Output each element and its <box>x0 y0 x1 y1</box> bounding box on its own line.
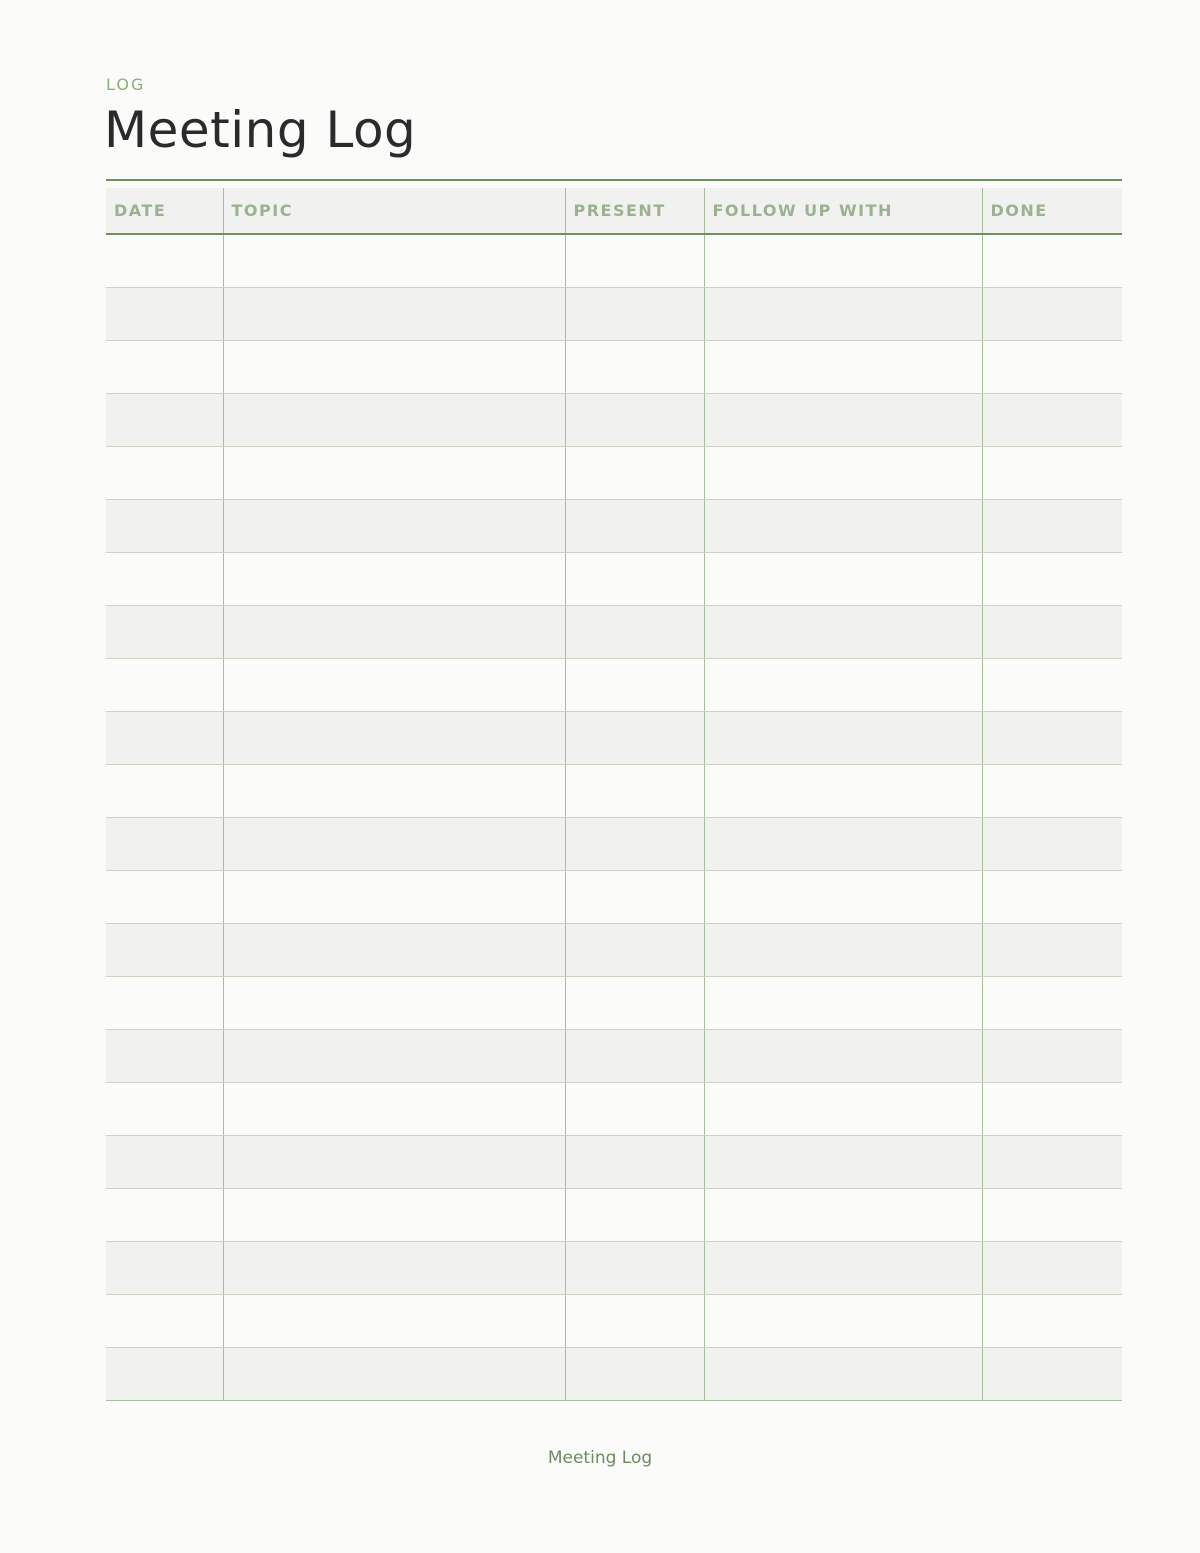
done-cell[interactable] <box>982 1135 1122 1188</box>
done-cell[interactable] <box>982 552 1122 605</box>
table-row <box>106 1347 1122 1400</box>
table-row <box>106 1135 1122 1188</box>
follow-up-cell[interactable] <box>704 923 982 976</box>
present-cell[interactable] <box>565 658 704 711</box>
date-cell[interactable] <box>106 287 223 340</box>
table-row <box>106 923 1122 976</box>
topic-cell[interactable] <box>223 1029 565 1082</box>
follow-up-cell[interactable] <box>704 1188 982 1241</box>
table-row <box>106 870 1122 923</box>
follow-up-cell[interactable] <box>704 446 982 499</box>
done-cell[interactable] <box>982 764 1122 817</box>
follow-up-cell[interactable] <box>704 393 982 446</box>
date-cell[interactable] <box>106 340 223 393</box>
present-cell[interactable] <box>565 1188 704 1241</box>
topic-cell[interactable] <box>223 817 565 870</box>
table-row <box>106 605 1122 658</box>
topic-cell[interactable] <box>223 287 565 340</box>
date-cell[interactable] <box>106 1188 223 1241</box>
table-row <box>106 817 1122 870</box>
table-row <box>106 764 1122 817</box>
table-row <box>106 393 1122 446</box>
topic-cell[interactable] <box>223 976 565 1029</box>
page-eyebrow: LOG <box>106 75 146 94</box>
date-cell[interactable] <box>106 711 223 764</box>
follow-up-cell[interactable] <box>704 870 982 923</box>
present-cell[interactable] <box>565 711 704 764</box>
table-row <box>106 446 1122 499</box>
column-header-date: DATE <box>106 188 223 234</box>
topic-cell[interactable] <box>223 870 565 923</box>
date-cell[interactable] <box>106 1135 223 1188</box>
done-cell[interactable] <box>982 658 1122 711</box>
follow-up-cell[interactable] <box>704 711 982 764</box>
done-cell[interactable] <box>982 1294 1122 1347</box>
present-cell[interactable] <box>565 499 704 552</box>
follow-up-cell[interactable] <box>704 234 982 287</box>
table-row <box>106 340 1122 393</box>
follow-up-cell[interactable] <box>704 764 982 817</box>
present-cell[interactable] <box>565 287 704 340</box>
done-cell[interactable] <box>982 605 1122 658</box>
present-cell[interactable] <box>565 1347 704 1400</box>
topic-cell[interactable] <box>223 340 565 393</box>
table-row <box>106 1294 1122 1347</box>
table-row <box>106 1188 1122 1241</box>
follow-up-cell[interactable] <box>704 1029 982 1082</box>
present-cell[interactable] <box>565 1241 704 1294</box>
topic-cell[interactable] <box>223 764 565 817</box>
table-row <box>106 1029 1122 1082</box>
topic-cell[interactable] <box>223 1188 565 1241</box>
done-cell[interactable] <box>982 393 1122 446</box>
follow-up-cell[interactable] <box>704 1082 982 1135</box>
page-footer: Meeting Log <box>547 1448 653 1468</box>
present-cell[interactable] <box>565 446 704 499</box>
date-cell[interactable] <box>106 1029 223 1082</box>
follow-up-cell[interactable] <box>704 817 982 870</box>
done-cell[interactable] <box>982 234 1122 287</box>
meeting-log-table <box>106 188 1122 1401</box>
topic-cell[interactable] <box>223 234 565 287</box>
follow-up-cell[interactable] <box>704 605 982 658</box>
column-header-follow-up-with: FOLLOW UP WITH <box>704 188 982 234</box>
topic-cell[interactable] <box>223 1135 565 1188</box>
date-cell[interactable] <box>106 605 223 658</box>
table-row <box>106 1241 1122 1294</box>
present-cell[interactable] <box>565 1029 704 1082</box>
table-row <box>106 234 1122 287</box>
header-row <box>106 188 1122 234</box>
date-cell[interactable] <box>106 234 223 287</box>
topic-cell[interactable] <box>223 923 565 976</box>
present-cell[interactable] <box>565 870 704 923</box>
done-cell[interactable] <box>982 340 1122 393</box>
present-cell[interactable] <box>565 817 704 870</box>
table-row <box>106 287 1122 340</box>
follow-up-cell[interactable] <box>704 1347 982 1400</box>
done-cell[interactable] <box>982 817 1122 870</box>
follow-up-cell[interactable] <box>704 287 982 340</box>
topic-cell[interactable] <box>223 1294 565 1347</box>
title-divider <box>106 179 1122 181</box>
table-header <box>106 188 1122 234</box>
topic-cell[interactable] <box>223 1347 565 1400</box>
present-cell[interactable] <box>565 1082 704 1135</box>
date-cell[interactable] <box>106 764 223 817</box>
follow-up-cell[interactable] <box>704 658 982 711</box>
done-cell[interactable] <box>982 1347 1122 1400</box>
done-cell[interactable] <box>982 446 1122 499</box>
done-cell[interactable] <box>982 1241 1122 1294</box>
present-cell[interactable] <box>565 764 704 817</box>
present-cell[interactable] <box>565 393 704 446</box>
done-cell[interactable] <box>982 499 1122 552</box>
date-cell[interactable] <box>106 499 223 552</box>
date-cell[interactable] <box>106 393 223 446</box>
date-cell[interactable] <box>106 1082 223 1135</box>
follow-up-cell[interactable] <box>704 1241 982 1294</box>
topic-cell[interactable] <box>223 446 565 499</box>
topic-cell[interactable] <box>223 658 565 711</box>
follow-up-cell[interactable] <box>704 340 982 393</box>
topic-cell[interactable] <box>223 393 565 446</box>
present-cell[interactable] <box>565 234 704 287</box>
page-title: Meeting Log <box>104 101 417 159</box>
follow-up-cell[interactable] <box>704 1294 982 1347</box>
follow-up-cell[interactable] <box>704 552 982 605</box>
date-cell[interactable] <box>106 923 223 976</box>
table-row <box>106 552 1122 605</box>
present-cell[interactable] <box>565 1135 704 1188</box>
table-row <box>106 711 1122 764</box>
date-cell[interactable] <box>106 976 223 1029</box>
date-cell[interactable] <box>106 658 223 711</box>
done-cell[interactable] <box>982 923 1122 976</box>
present-cell[interactable] <box>565 923 704 976</box>
topic-cell[interactable] <box>223 552 565 605</box>
present-cell[interactable] <box>565 1294 704 1347</box>
table-row <box>106 658 1122 711</box>
date-cell[interactable] <box>106 1294 223 1347</box>
done-cell[interactable] <box>982 976 1122 1029</box>
date-cell[interactable] <box>106 446 223 499</box>
topic-cell[interactable] <box>223 1082 565 1135</box>
follow-up-cell[interactable] <box>704 499 982 552</box>
present-cell[interactable] <box>565 605 704 658</box>
date-cell[interactable] <box>106 1347 223 1400</box>
done-cell[interactable] <box>982 1029 1122 1082</box>
present-cell[interactable] <box>565 552 704 605</box>
table-row <box>106 1082 1122 1135</box>
topic-cell[interactable] <box>223 1241 565 1294</box>
follow-up-cell[interactable] <box>704 976 982 1029</box>
follow-up-cell[interactable] <box>704 1135 982 1188</box>
date-cell[interactable] <box>106 817 223 870</box>
present-cell[interactable] <box>565 976 704 1029</box>
column-header-topic: TOPIC <box>223 188 565 234</box>
done-cell[interactable] <box>982 1082 1122 1135</box>
column-header-present: PRESENT <box>565 188 704 234</box>
date-cell[interactable] <box>106 552 223 605</box>
topic-cell[interactable] <box>223 499 565 552</box>
date-cell[interactable] <box>106 870 223 923</box>
present-cell[interactable] <box>565 340 704 393</box>
date-cell[interactable] <box>106 1241 223 1294</box>
topic-cell[interactable] <box>223 605 565 658</box>
table-body <box>106 234 1122 1400</box>
table-row <box>106 976 1122 1029</box>
column-header-done: DONE <box>982 188 1122 234</box>
done-cell[interactable] <box>982 711 1122 764</box>
done-cell[interactable] <box>982 1188 1122 1241</box>
done-cell[interactable] <box>982 870 1122 923</box>
topic-cell[interactable] <box>223 711 565 764</box>
done-cell[interactable] <box>982 287 1122 340</box>
table-row <box>106 499 1122 552</box>
